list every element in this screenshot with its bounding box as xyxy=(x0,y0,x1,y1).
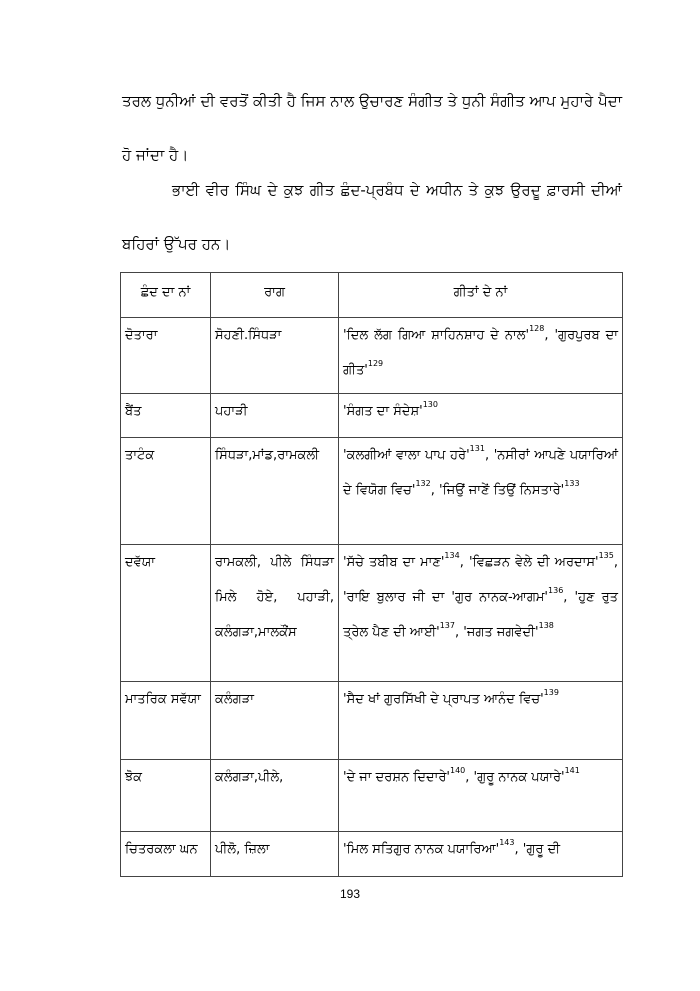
footnote-ref: 143 xyxy=(499,838,515,847)
chhand-cell: ਚਿਤਰਕਲਾ ਘਨ xyxy=(121,832,211,877)
table-row xyxy=(121,394,623,438)
footnote-ref: 138 xyxy=(538,621,554,630)
song-title: 'ਦੇ ਜਾ ਦਰਸ਼ਨ ਦਿਦਾਰੇ' xyxy=(343,770,450,785)
separator: , xyxy=(459,555,469,570)
chhand-cell: ਮਾਤਰਿਕ ਸਵੱਯਾ xyxy=(121,682,211,760)
chhand-cell: ਦਵੱਯਾ xyxy=(121,545,211,682)
chhand-cell: ਝੋਕ xyxy=(121,760,211,832)
footnote-ref: 141 xyxy=(564,766,580,775)
footnote-ref: 129 xyxy=(367,359,384,368)
footnote-ref: 133 xyxy=(564,479,580,488)
raag-cell: ਸਿੰਧੜਾ,ਮਾਂਡ,ਰਾਮਕਲੀ xyxy=(211,438,339,545)
chhand-raag-table xyxy=(120,272,623,877)
table-header-row xyxy=(121,273,623,318)
song-title: 'ਸੱਚੇ ਤਬੀਬ ਦਾ ਮਾਣ' xyxy=(343,555,445,570)
table-row xyxy=(121,832,623,877)
separator: , xyxy=(430,483,439,498)
footnote-ref: 130 xyxy=(422,400,438,409)
song-title: 'ਜਿਉਂ ਜਾਣੇਂ ਤਿਉਂ ਨਿਸਤਾਰੇ' xyxy=(439,483,565,498)
separator: , xyxy=(455,625,464,640)
header-songs: ਗੀਤਾਂ ਦੇ ਨਾਂ xyxy=(339,273,623,318)
song-title: 'ਹੁਣ ਰੁਤ ਤ੍ਰੇਲ ਪੈਣ ਦੀ ਆਈ' xyxy=(343,590,618,640)
separator: , xyxy=(613,555,618,570)
song-title: 'ਗੁਰਪੁਰਬ ਦਾ ਗੀਤ' xyxy=(343,328,619,378)
footnote-ref: 137 xyxy=(439,621,455,630)
song-title: 'ਸੰਗਤ ਦਾ ਸੰਦੇਸ਼' xyxy=(343,404,423,419)
song-title: 'ਸੈਦ ਖਾਂ ਗੁਰਸਿੱਖੀ ਦੇ ਪ੍ਰਾਪਤ ਆਨੰਦ ਵਿਚ' xyxy=(343,692,544,707)
song-title: 'ਰਾਇ ਬੁਲਾਰ ਜੀ ਦਾ 'ਗੁਰ ਨਾਨਕ-ਆਗਮ' xyxy=(343,590,549,605)
song-title: 'ਗੁਰੂ ਨਾਨਕ ਪਯਾਰੇ' xyxy=(473,770,565,785)
separator: , xyxy=(484,448,494,463)
table-row xyxy=(121,545,623,682)
song-title: 'ਨਸੀਰਾਂ ਆਪਣੇ ਪਯਾਰਿਆਂ ਦੇ ਵਿਯੋਗ ਵਿਚ' xyxy=(343,448,618,498)
footnote-ref: 128 xyxy=(529,324,545,333)
footnote-ref: 134 xyxy=(444,551,460,560)
chhand-cell: ਤਾਟੰਕ xyxy=(121,438,211,545)
raag-cell: ਪੀਲੋ, ਜ਼ਿਲਾ xyxy=(211,832,339,877)
page-number: 193 xyxy=(339,887,361,901)
header-raag: ਰਾਗ xyxy=(211,273,339,318)
header-chhand: ਛੰਦ ਦਾ ਨਾਂ xyxy=(121,273,211,318)
song-title: 'ਮਿਲ ਸਤਿਗੁਰ ਨਾਨਕ ਪਯਾਰਿਆ' xyxy=(343,842,500,857)
raag-cell: ਸੋਹਣੀ.ਸਿੰਧੜਾ xyxy=(211,318,339,394)
footnote-ref: 135 xyxy=(598,551,614,560)
footnote-ref: 139 xyxy=(543,688,559,697)
chhand-cell: ਦੋਤਾਰਾ xyxy=(121,318,211,394)
body-paragraph-2: ਭਾਈ ਵੀਰ ਸਿੰਘ ਦੇ ਕੁਝ ਗੀਤ ਛੰਦ-ਪ੍ਰਬੰਧ ਦੇ ਅਧੀਨ ਤੇ ਕੁਝ ਉਰਦੂ ਫ਼ਾਰਸੀ ਦੀਆਂ ਬਹਿਰਾਂ ਉੱਪਰ ਹਨ। xyxy=(122,181,622,253)
songs-cell xyxy=(339,318,623,394)
song-title: 'ਕਲਗੀਆਂ ਵਾਲਾ ਪਾਪ ਹਰੇ' xyxy=(343,448,470,463)
raag-cell: ਪਹਾੜੀ xyxy=(211,394,339,438)
raag-cell: ਕਲੰਗੜਾ xyxy=(211,682,339,760)
table-row xyxy=(121,438,623,545)
songs-cell xyxy=(339,394,623,438)
separator: , xyxy=(544,328,555,343)
footnote-ref: 131 xyxy=(469,444,485,453)
songs-cell xyxy=(339,682,623,760)
song-title: 'ਵਿਛੜਨ ਵੇਲੇ ਦੀ ਅਰਦਾਸ' xyxy=(468,555,599,570)
songs-cell xyxy=(339,438,623,545)
songs-cell xyxy=(339,832,623,877)
songs-cell xyxy=(339,545,623,682)
chhand-cell: ਬੈਂਤ xyxy=(121,394,211,438)
song-title: 'ਜਗਤ ਜਗਵੇਦੀ' xyxy=(463,625,539,640)
separator: , xyxy=(563,590,575,605)
raag-cell: ਰਾਮਕਲੀ, ਪੀਲੇ ਸਿੰਧੜਾ ਮਿਲੇ ਹੋਏ, ਪਹਾੜੀ, ਕਲੰਗੜਾ,ਮਾਲਕੌਂਸ xyxy=(211,545,339,682)
table-row xyxy=(121,318,623,394)
table-row xyxy=(121,760,623,832)
footnote-ref: 132 xyxy=(415,479,431,488)
songs-cell xyxy=(339,760,623,832)
separator: , xyxy=(514,842,523,857)
footnote-ref: 136 xyxy=(548,586,564,595)
raag-cell: ਕਲੰਗੜਾ,ਪੀਲੇ, xyxy=(211,760,339,832)
body-paragraph-1: ਤਰਲ ਧੁਨੀਆਂ ਦੀ ਵਰਤੋਂ ਕੀਤੀ ਹੈ ਜਿਸ ਨਾਲ ਉਚਾਰਣ ਸੰਗੀਤ ਤੇ ਧੁਨੀ ਸੰਗੀਤ ਆਪ ਮੁਹਾਰੇ ਪੈਦਾ ਹੋ ਜਾਂਦਾ ਹੈ। xyxy=(122,92,622,164)
song-title: 'ਦਿਲ ਲੱਗ ਗਿਆ ਸ਼ਾਹਿਨਸ਼ਾਹ ਦੇ ਨਾਲ' xyxy=(343,328,530,343)
footnote-ref: 140 xyxy=(449,766,466,775)
separator: , xyxy=(465,770,474,785)
table-row xyxy=(121,682,623,760)
song-title: 'ਗੁਰੂ ਦੀ xyxy=(522,842,561,857)
